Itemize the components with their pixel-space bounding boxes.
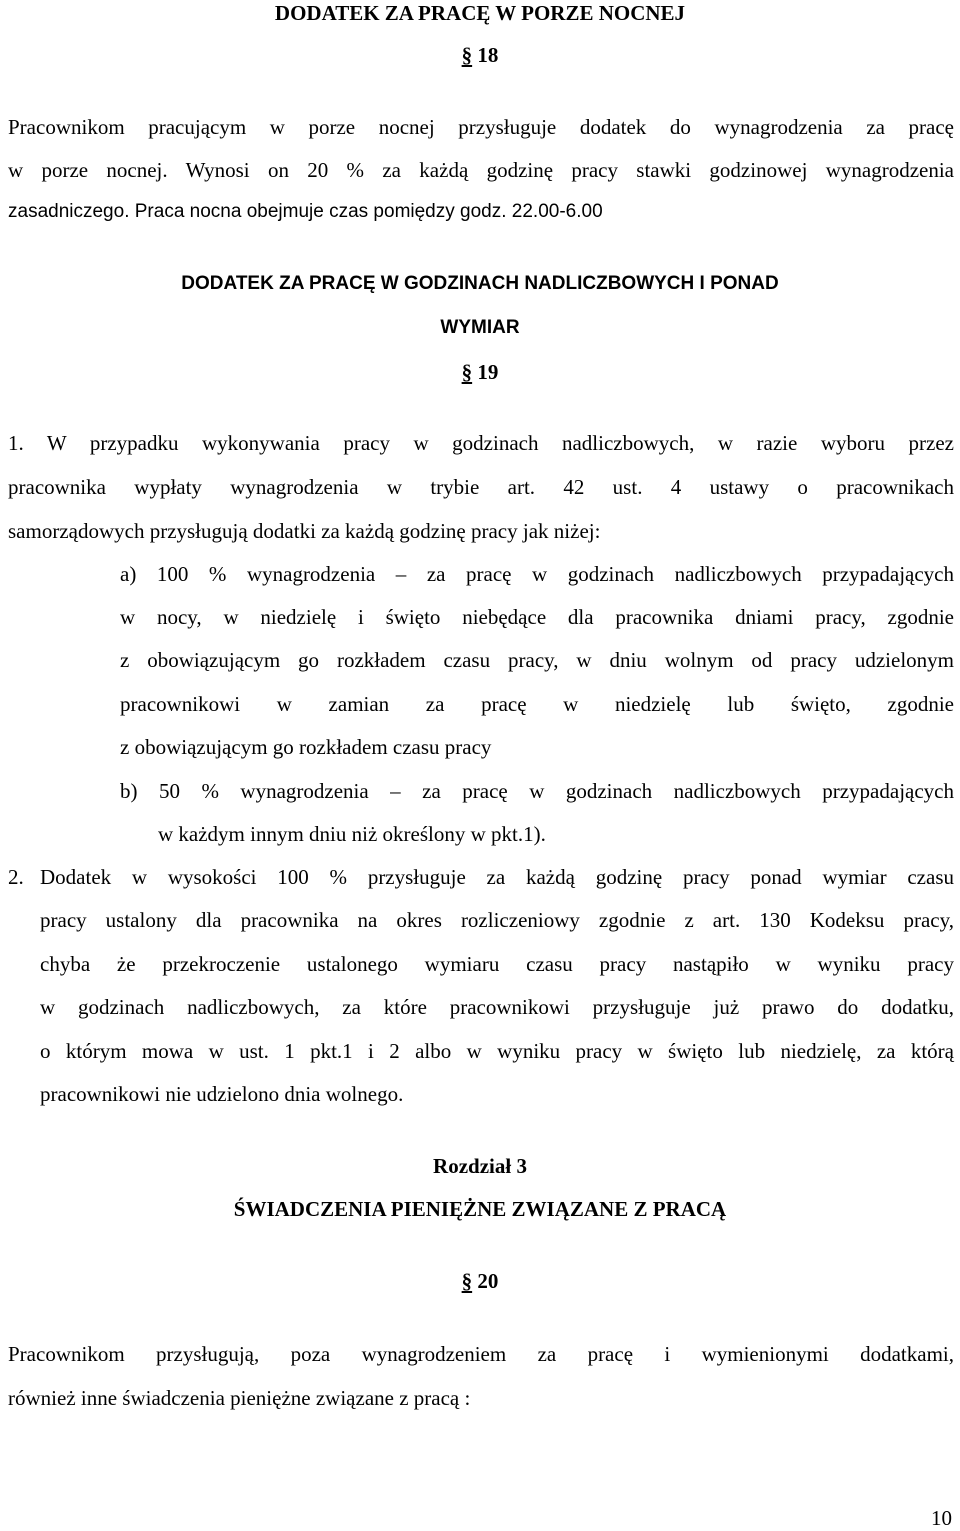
item-a-line: pracownikowi w zamian za pracę w niedzielę lub święto, zgodnie (120, 692, 954, 716)
heading-night-work: DODATEK ZA PRACĘ W PORZE NOCNEJ (274, 1, 686, 25)
body-line: Pracownikom przysługują, poza wynagrodzeniem za pracę i wymienionymi dodatkami, (8, 1342, 954, 1366)
point-2-line: w godzinach nadliczbowych, za które pracownikowi przysługuje już prawo do dodatku, (40, 995, 954, 1019)
point-1-line: pracownika wypłaty wynagrodzenia w trybie art. 42 ust. 4 ustawy o pracownikach (8, 475, 954, 499)
paragraph-number-19 (0, 359, 960, 385)
body-line: zasadniczego. Praca nocna obejmuje czas pomiędzy godz. 22.00-6.00 (8, 201, 603, 222)
paragraph-sign: § (461, 43, 473, 67)
point-2-line: pracownikowi nie udzielono dnia wolnego. (40, 1082, 404, 1106)
chapter-title: Rozdział 3 (433, 1154, 527, 1178)
item-a-line: w nocy, w niedzielę i święto niebędące dla pracownika dniami pracy, zgodnie (120, 605, 954, 629)
point-2-line: Dodatek w wysokości 100 % przysługuje za każdą godzinę pracy ponad wymiar czasu (40, 865, 954, 889)
body-line: również inne świadczenia pieniężne związane z pracą : (8, 1386, 471, 1410)
point-1-line: samorządowych przysługują dodatki za każdą godzinę pracy jak niżej: (8, 519, 601, 543)
point-2-number: 2. (8, 865, 24, 889)
paragraph-number-20 (0, 1268, 960, 1294)
point-2-line: chyba że przekroczenie ustalonego wymiaru czasu pracy nastąpiło w wyniku pracy (40, 952, 954, 976)
paragraph-number: 20 (477, 1269, 499, 1293)
paragraph-number: 19 (477, 360, 499, 384)
body-line: Pracownikom pracującym w porze nocnej przysługuje dodatek do wynagrodzenia za pracę (8, 115, 954, 139)
paragraph-sign: § (461, 360, 473, 384)
item-a-line: a) 100 % wynagrodzenia – za pracę w godzinach nadliczbowych przypadających (120, 562, 954, 586)
item-b-line: w każdym innym dniu niż określony w pkt.1). (158, 822, 546, 846)
paragraph-number: 18 (477, 43, 499, 67)
point-2-line: pracy ustalony dla pracownika na okres rozliczeniowy zgodnie z art. 130 Kodeksu pracy, (40, 908, 954, 932)
item-b-line: b) 50 % wynagrodzenia – za pracę w godzinach nadliczbowych przypadających (120, 779, 954, 803)
item-a-line: z obowiązującym go rozkładem czasu pracy (120, 735, 492, 759)
heading-overtime-line2: WYMIAR (440, 317, 520, 338)
point-1-line: 1. W przypadku wykonywania pracy w godzinach nadliczbowych, w razie wyboru przez (8, 431, 954, 455)
paragraph-number-18 (0, 42, 960, 68)
chapter-subtitle: ŚWIADCZENIA PIENIĘŻNE ZWIĄZANE Z PRACĄ (233, 1197, 727, 1221)
page-number: 10 (931, 1506, 952, 1530)
point-2-line: o którym mowa w ust. 1 pkt.1 i 2 albo w wyniku pracy w święto lub niedzielę, za którą (40, 1039, 954, 1063)
body-line: w porze nocnej. Wynosi on 20 % za każdą godzinę pracy stawki godzinowej wynagrodzenia (8, 158, 954, 182)
heading-overtime: DODATEK ZA PRACĘ W GODZINACH NADLICZBOWYCH I PONAD (181, 273, 779, 294)
item-a-line: z obowiązującym go rozkładem czasu pracy, w dniu wolnym od pracy udzielonym (120, 648, 954, 672)
paragraph-sign: § (461, 1269, 473, 1293)
